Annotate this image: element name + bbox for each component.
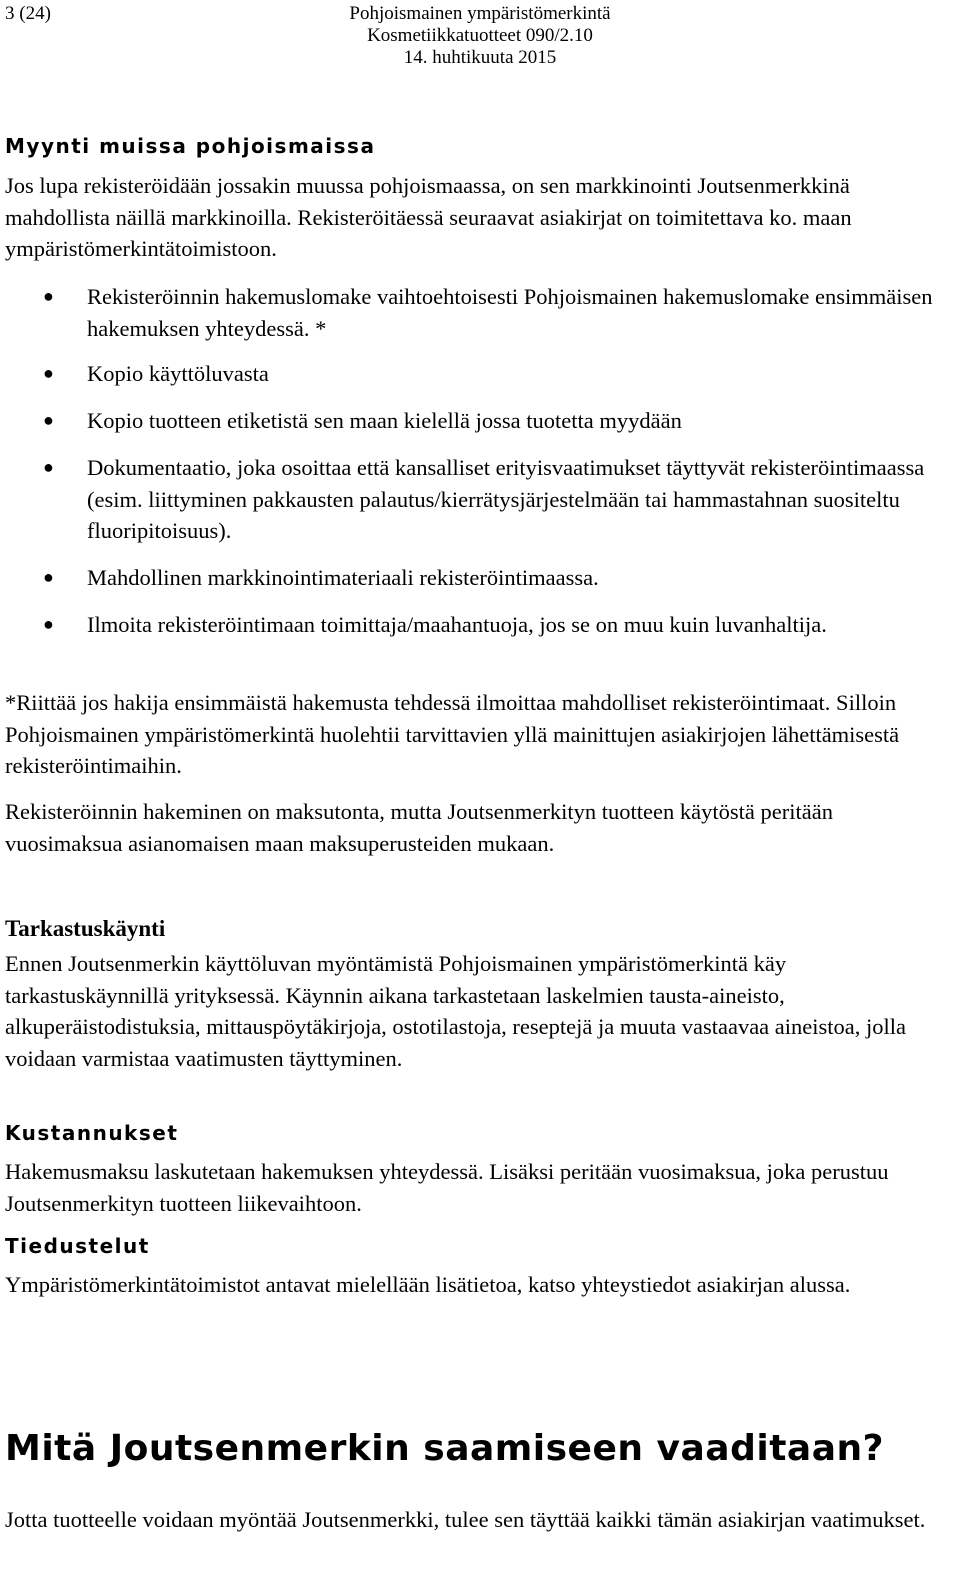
list-item-text: Ilmoita rekisteröintimaan toimittaja/maahantuoja, jos se on muu kuin luvanhaltija. [87,612,827,637]
inquiries-body: Ympäristömerkintätoimistot antavat mielellään lisätietoa, katso yhteystiedot asiakirjan alussa. [5,1272,851,1297]
list-item-text: Mahdollinen markkinointimateriaali rekisteröintimaassa. [87,565,599,590]
bullet-icon: ● [43,286,54,306]
header-doc-id: Kosmetiikkatuotteet 090/2.10 [367,25,593,46]
page-number: 3 (24) [5,3,51,24]
list-item-text: Rekisteröinnin hakemuslomake vaihtoehtoisesti Pohjoismainen hakemuslomake ensimmäisen hakemuksen yhteydessä. * [87,284,933,341]
header-org: Pohjoismainen ympäristömerkintä [349,3,611,24]
bullet-icon: ● [43,457,54,477]
bullet-icon: ● [43,410,54,430]
section-heading-sales: Myynti muissa pohjoismaissa [5,134,376,158]
list-item-text: Kopio tuotteen etiketistä sen maan kielellä jossa tuotetta myydään [87,408,682,433]
inspection-body: Ennen Joutsenmerkin käyttöluvan myöntämistä Pohjoismainen ympäristömerkintä käy tarkastuskäynnillä yrityksessä. Käynnin aikana tarkastetaan laskelmien tausta-aineisto, alkuperäistodistuksia, mittauspöytäkirjoja, ostotilastoja, reseptejä ja muuta vastaavaa aineistoa, jolla voidaan varmistaa vaatimusten täyttyminen. [5,951,906,1071]
header-date: 14. huhtikuuta 2015 [403,47,557,68]
bullet-icon: ● [43,363,54,383]
list-item-text: Kopio käyttöluvasta [87,361,269,386]
section-heading-inquiries: Tiedustelut [5,1234,150,1258]
requirements-body: Jotta tuotteelle voidaan myöntää Joutsenmerkki, tulee sen täyttää kaikki tämän asiakirjan vaatimukset. [5,1507,926,1532]
section-heading-requirements: Mitä Joutsenmerkin saamiseen vaaditaan? [5,1428,885,1469]
bullet-icon: ● [43,567,54,587]
section-heading-inspection: Tarkastuskäynti [5,916,166,941]
sales-fees: Rekisteröinnin hakeminen on maksutonta, mutta Joutsenmerkityn tuotteen käytöstä peritään vuosimaksua asianomaisen maan maksuperusteiden mukaan. [5,799,833,856]
bullet-icon: ● [43,614,54,634]
section-heading-costs: Kustannukset [5,1121,179,1145]
sales-footnote: *Riittää jos hakija ensimmäistä hakemusta tehdessä ilmoittaa mahdolliset rekisteröintimaat. Silloin Pohjoismainen ympäristömerkintä huolehtii tarvittavien yllä mainittujen asiakirjojen lähettämisestä rekisteröintimaihin. [5,690,900,778]
sales-intro: Jos lupa rekisteröidään jossakin muussa pohjoismaassa, on sen markkinointi Joutsenmerkkinä mahdollista näillä markkinoilla. Rekisteröitäessä seuraavat asiakirjat on toimitettava ko. maan ympäristömerkintätoimistoon. [5,173,852,261]
costs-body: Hakemusmaksu laskutetaan hakemuksen yhteydessä. Lisäksi peritään vuosimaksua, joka perustuu Joutsenmerkityn tuotteen liikevaihtoon. [5,1159,889,1216]
list-item-text: Dokumentaatio, joka osoittaa että kansalliset erityisvaatimukset täyttyvät rekisteröintimaassa (esim. liittyminen pakkausten palautus/kierrätysjärjestelmään tai hammastahnan suositeltu fluoripitoisuus). [87,455,925,543]
